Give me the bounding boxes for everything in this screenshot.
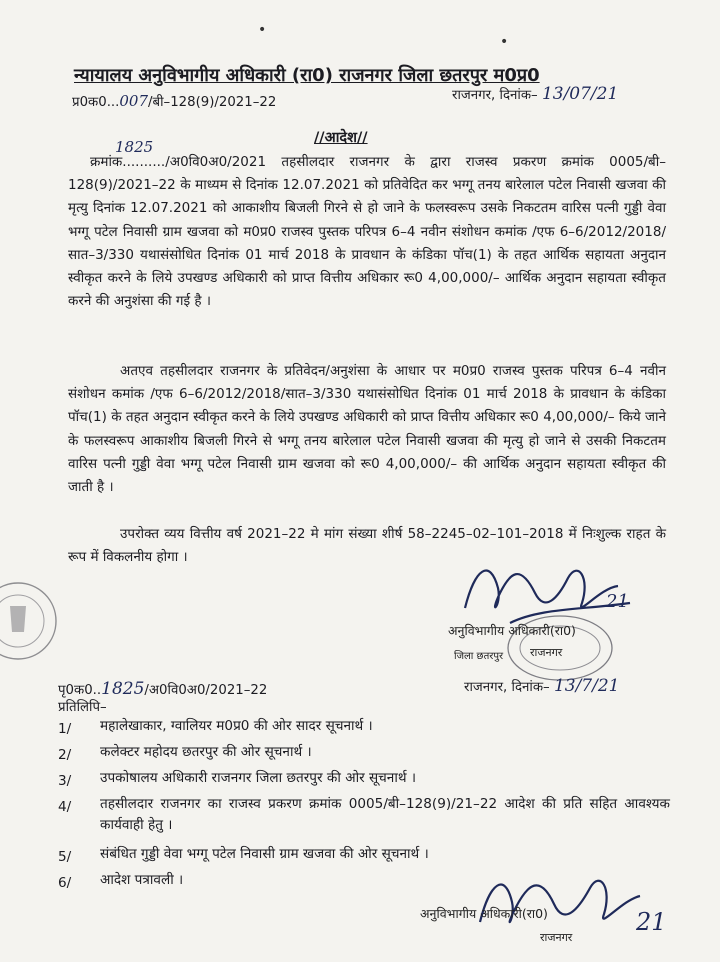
paragraph-1-text: /अ0वि0अ0/2021 तहसीलदार राजनगर के द्वारा राजस्व प्रकरण क्रमांक 0005/बी–128(9)/2021–22 के माध्यम से दिनांक 12.07.2021 को प्रतिवेदित कर भग्गू तनय बारेलाल पटेल निवासी खजवा की मृत्यु दिनांक 12.07.2021 को आकाशीय बिजली गिरने से हो जाने के फलस्वरूप उसके निकटतम वारिस पत्नी गुड्डी वेवा भग्गू पटेल निवासी ग्राम खजवा को म0प्र0 राजस्व पुस्तक परिपत्र 6–4 नवीन संशोधन कमांक /एफ 6–6/2012/2018/सात–3/330 यथासंसोधित दिनांक 01 मार्च 2018 के प्रावधान के कंडिका पॉच(1) के तहत आर्थिक सहायता अनुदान स्वीकृत करने के लिये उपखण्ड अधिकारी को प्राप्त वित्तीय अधिकार रू0 4,00,000/– आर्थिक अनुदान सहायता स्वीकृत करने की अनुशंसा की गई है । — [68, 154, 666, 310]
copy-item-text: उपकोषालय अधिकारी राजनगर जिला छतरपुर की ओर सूचनार्थ । — [100, 770, 417, 786]
copy-item-text: कलेक्टर महोदय छतरपुर की ओर सूचनार्थ । — [100, 744, 312, 760]
copy-item-number: 1/ — [58, 721, 72, 737]
copy-list-item — [58, 768, 698, 794]
copy-list-item — [58, 794, 698, 844]
endorsement-suffix: /अ0वि0अ0/2021–22 — [144, 683, 268, 698]
court-title: न्यायालय अनुविभागीय अधिकारी (रा0) राजनगर जिला छतरपुर म0प्र0 — [74, 65, 540, 86]
signature-2-date: 21 — [636, 908, 667, 936]
case-reference-prefix: प्र0क0... — [72, 95, 120, 110]
emblem-seal — [0, 576, 68, 666]
order-heading: //आदेश// — [314, 130, 368, 146]
scan-mark: • — [500, 34, 509, 50]
endorsement-place-date-label: राजनगर, दिनांक– — [464, 680, 550, 695]
signature-2-place: राजनगर — [540, 931, 573, 944]
signature-2-designation: अनुविभागीय अधिकारी(रा0) — [420, 906, 548, 921]
header-place-date — [452, 84, 618, 104]
case-reference — [72, 92, 276, 110]
copy-item-text: तहसीलदार राजनगर का राजस्व प्रकरण क्रमांक 0005/बी–128(9)/21–22 आदेश की प्रति सहित आवश्यक कार्यवाही हेतु । — [100, 796, 670, 833]
endorsement-place-date — [464, 676, 619, 696]
copy-item-number: 6/ — [58, 875, 72, 891]
copy-list-item — [58, 742, 698, 768]
copy-to-label: प्रतिलिपि– — [58, 700, 107, 715]
copy-item-number: 3/ — [58, 773, 72, 789]
signature-1-district-stamp: जिला छतरपुर — [454, 651, 504, 662]
order-number-handwritten: 1825 — [115, 138, 154, 156]
paragraph-1-prefix: क्रमांक.......... — [90, 154, 166, 170]
copy-item-text: आदेश पत्रावली । — [100, 872, 184, 888]
endorsement-number: 1825 — [101, 679, 145, 699]
copy-list-item — [58, 716, 698, 742]
signature-1-place: राजनगर — [530, 646, 563, 659]
case-reference-suffix: /बी–128(9)/2021–22 — [148, 95, 277, 110]
copy-item-number: 2/ — [58, 747, 72, 763]
paragraph-2: अतएव तहसीलदार राजनगर के प्रतिवेदन/अनुशंसा के आधार पर म0प्र0 राजस्व पुस्तक परिपत्र 6–4 नवीन संशोधन कमांक /एफ 6–6/2012/2018/सात–3/330 यथासंसोधित दिनांक 01 मार्च 2018 के प्रावधान के कंडिका पॉच(1) के तहत अनुदान स्वीकृत करने के लिये उपखण्ड अधिकारी को प्राप्त वित्तीय अधिकार रू0 4,00,000/– किये जाने के फलस्वरूप आकाशीय बिजली गिरने से भग्गू तनय बारेलाल पटेल निवासी खजवा की मृत्यु हो जाने से उसकी निकटतम वारिस पत्नी गुड्डी वेवा भग्गू पटेल निवासी ग्राम खजवा को रू0 4,00,000/– की आर्थिक अनुदान सहायता स्वीकृत की जाती है । — [68, 363, 666, 496]
copy-item-text: महालेखाकार, ग्वालियर म0प्र0 की ओर सादर सूचनार्थ । — [100, 718, 373, 734]
header-date: 13/07/21 — [541, 84, 619, 104]
paragraph-3: उपरोक्त व्यय वित्तीय वर्ष 2021–22 मे मांग संख्या शीर्ष 58–2245–02–101–2018 में निःशुल्क राहत के रूप में विकलनीय होगा । — [68, 526, 666, 566]
copy-item-text: संबंधित गुड्डी वेवा भग्गू पटेल निवासी ग्राम खजवा की ओर सूचनार्थ । — [100, 846, 429, 862]
case-reference-number: 007 — [119, 92, 149, 110]
signature-1-designation: अनुविभागीय अधिकारी(रा0) — [448, 623, 576, 638]
signature-1-date: 21 — [606, 591, 629, 612]
endorsement-date: 13/7/21 — [553, 676, 620, 696]
endorsement-prefix: पृ0क0.. — [58, 683, 102, 698]
copy-item-number: 5/ — [58, 849, 72, 865]
copy-item-number: 4/ — [58, 799, 72, 815]
header-place-date-label: राजनगर, दिनांक– — [452, 88, 538, 103]
endorsement-reference — [58, 679, 267, 699]
scan-mark: • — [258, 22, 267, 38]
paragraph-1 — [68, 151, 666, 313]
